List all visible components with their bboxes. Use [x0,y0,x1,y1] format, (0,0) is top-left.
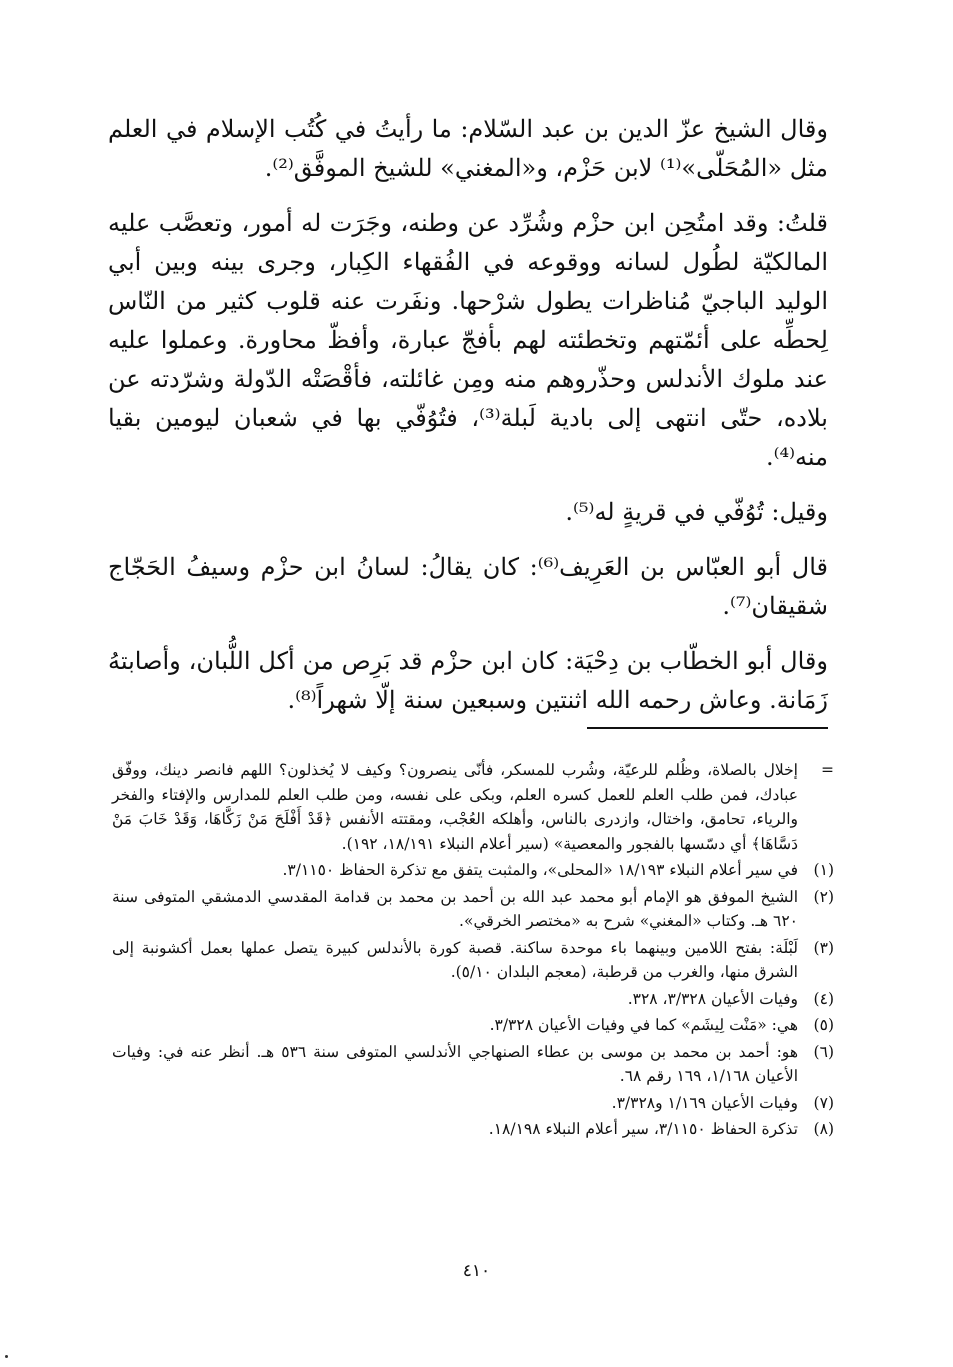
footnote-marker: (٥) [813,1016,834,1034]
footnotes [112,758,834,1144]
footnote-3 [112,936,834,985]
footnote-marker: (٧) [813,1093,834,1112]
footnote-text: هي: «مَنْت لِيشَم» كما في وفيات الأعيان ٣/٣٢٨. [489,1016,798,1034]
footnote-text: لَبْلَة: بفتح اللامين وبينهما باء موحدة ساكنة. قصبة كورة بالأندلس كبيرة يتصل عملها بعمل أكشونبة إلى الشرق منها، والغرب من قرطبة، (معجم البلدان ٥/١٠). [112,938,798,981]
footnote-2 [112,885,834,934]
footnote-continuation [112,758,834,856]
footnote-text: وفيات الأعيان ٣/٣٢٨، ٣٢٨. [627,989,798,1008]
footnote-7 [112,1091,834,1116]
footnote-1 [112,858,834,883]
footnote-4 [112,987,834,1012]
page-number: ٤١٠ [462,1261,491,1281]
footnote-5 [112,1013,834,1038]
footnote-marker: (٨) [813,1120,834,1138]
footnote-text: تذكرة الحفاظ ٣/١١٥٠، سير أعلام النبلاء ١٨/١٩٨. [488,1120,798,1138]
paragraph-izz-al-din-quote: وقال الشيخ عزّ الدين بن عبد السّلام: ما رأيتُ في كُتُب الإسلام في العلم مثل «المُحَلّى»⁽¹⁾ لابن حَزْم، و«المغني» للشيخ الموفَّق⁽²⁾. [108,115,828,182]
footnote-8 [112,1117,834,1142]
paragraph-author-comment: قلتُ: وقد امتُحِن ابن حزْم وشُرِّد عن وطنه، وجَرَت له أمور، وتعصَّب عليه المالكيّة لطُول لسانه ووقوعه في الفُقهاء الكِبار، وجرى بينه وبين أبي الوليد الباجيّ مُناظرات يطول شرْحها. ونفَرت عنه قلوب كثير من النّاس لِحطِّه على أئمّتهم وتخطئته لهم بأفجّ عبارة، وأفظّ محاورة. وعملوا عليه عند ملوك الأندلس وحذّروهم منه ومِن غائلته، فأقْصَتْه الدّولة وشرّدته عن بلاده، حتّى انتهى إلى بادية لَبلة⁽³⁾، فتُوُفّي بها في شعبان ليومين بقيا منه⁽⁴⁾. [108,209,828,471]
paragraph-ibn-dihya-quote: وقال أبو الخطّاب بن دِحْيَة: كان ابن حزْم قد بَرِص من أكل اللُّبان، وأصابتهُ زَمَانة. وعاش رحمه الله اثنتين وسبعين سنة إلّا شهراً⁽⁸⁾. [108,647,828,714]
footnote-marker: (١) [813,861,834,879]
footnote-6 [112,1040,834,1089]
footnote-marker: (٢) [813,887,834,906]
paragraph-death-village: وقيل: تُوُفّي في قريةٍ له⁽⁵⁾. [565,498,828,526]
footnote-text: وفيات الأعيان ١/١٦٩ و٣/٣٢٨. [611,1093,798,1112]
footnote-marker: (٣) [813,938,834,957]
footnote-text: إخلال بالصلاة، وظُلم للرعيّة، وشُرب للمسكر، فأنّى ينصرون؟ وكيف لا يُخذلون؟ اللهم فانصر دينك، ووفّق عبادك، فمن طلب العلم للعمل كسره العلم، وبكى على نفسه، ومن طلب العلم للمدارس والإفتاء والفخر والرياء، تحامق، واختال، وازدرى بالناس، وأهلكه العُجْب، ومقتته الأنفس ﴿قَدْ أَفْلَحَ مَنْ زَكَّاهَا، وَقَدْ خَابَ مَنْ دَسَّاهَا﴾ أي دسّسها بالفجور والمعصية» (سير أعلام النبلاء ١٨/١٩١، ١٩٢). [112,761,798,853]
paragraph-ibn-al-arif-quote: قال أبو العبّاس بن العَرِيف⁽⁶⁾: كان يقالُ: لسانُ ابن حزْم وسيفُ الحَجّاج شقيقان⁽⁷⁾. [108,553,828,620]
footnote-text: هو: أحمد بن محمد بن موسى بن عطاء الصنهاجي الأندلسي المتوفى سنة ٥٣٦ هـ. أنظر عنه في: وفيات الأعيان ١/١٦٨، ١٦٩ رقم ٦٨. [112,1042,798,1085]
footnote-text: في سير أعلام النبلاء ١٨/١٩٣ «المحلى»، والمثبت يتفق مع تذكرة الحفاظ ٣/١١٥٠. [282,861,798,879]
footnote-separator [587,727,828,729]
main-text [108,110,828,736]
footnote-marker: (٤) [813,989,834,1008]
footnote-text: الشيخ الموفق هو الإمام أبو محمد عبد الله بن أحمد بن محمد بن قدامة المقدسي الدمشقي المتوفى سنة ٦٢٠ هـ. وكتاب «المغني» شرح به «مختصر الخرقي». [112,887,798,930]
scan-speck [5,1355,8,1358]
footnote-marker: (٦) [813,1042,834,1061]
footnote-marker: = [821,761,834,779]
